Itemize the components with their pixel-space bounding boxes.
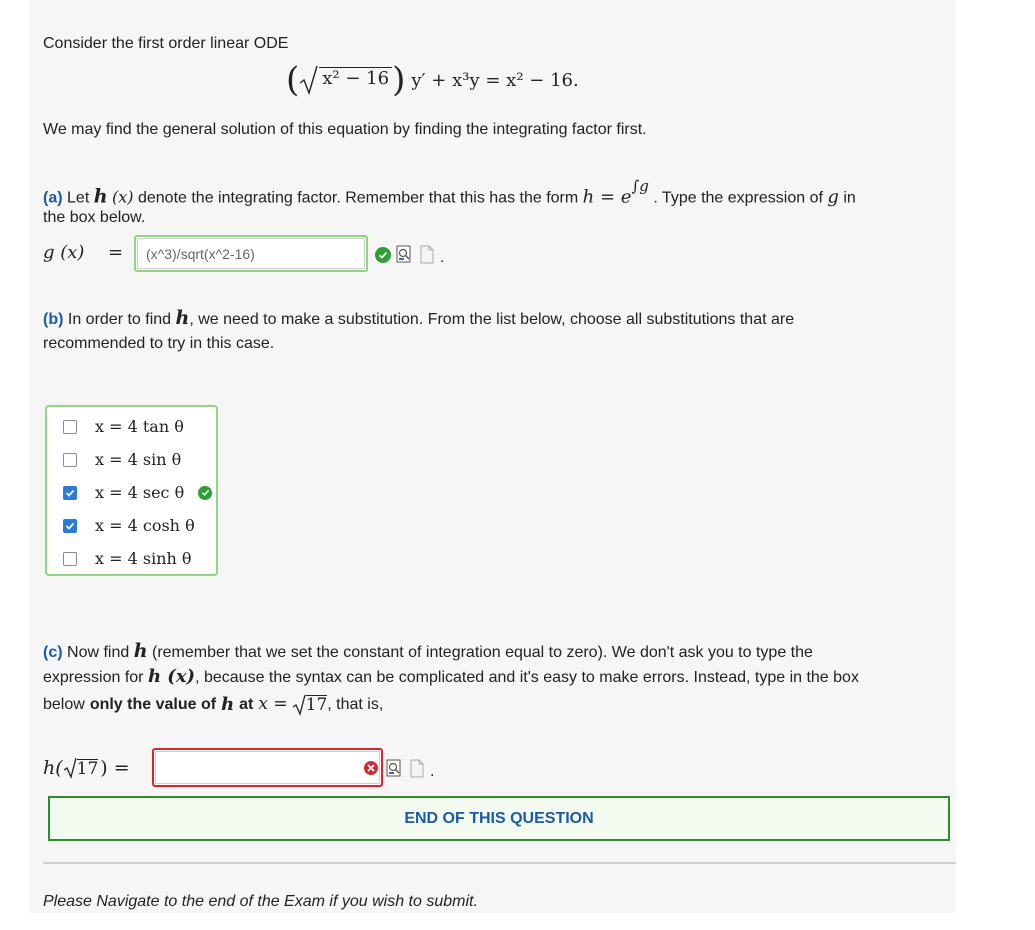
checkbox-sin[interactable]: [63, 453, 77, 467]
part-c-bold-h: h: [221, 694, 235, 715]
part-c-bold-x: x =: [258, 694, 288, 714]
equation-rest: y′ + x³y = x² − 16.: [411, 69, 579, 91]
sqrt-symbol-c: [292, 694, 306, 716]
part-b-h: h: [175, 307, 190, 329]
intro-line-1: Consider the first order linear ODE: [43, 35, 289, 52]
part-a-text2: denote the integrating factor. Remember that this has the form: [137, 189, 579, 207]
choice-cosh[interactable]: [63, 516, 195, 535]
part-a-eq: =: [108, 242, 124, 263]
part-c-bold1: only the value of: [89, 696, 217, 713]
preview-icon[interactable]: [396, 245, 412, 269]
help-icon[interactable]: [419, 245, 435, 269]
g-input-wrapper: [134, 235, 368, 272]
part-a-text3: . Type the expression of: [653, 189, 823, 207]
part-a-text5: the box below.: [43, 209, 146, 226]
part-c-text2: (remember that we set the constant of integration equal to zero). We don't ask you to type the: [152, 644, 813, 661]
choice-label-tan: x = 4 tan θ: [95, 417, 184, 436]
part-a-h: h: [93, 185, 108, 208]
part-c-text4: , because the syntax can be complicated and it's easy to make errors. Instead, type in the box: [195, 669, 859, 686]
part-c-trail: .: [430, 763, 435, 780]
part-c-line-1: [43, 639, 813, 665]
help-icon-c[interactable]: [409, 759, 425, 783]
ode-equation: [286, 60, 579, 100]
substitution-choices: [45, 405, 218, 576]
part-c-line-3: [43, 692, 383, 717]
h-label-close: ) =: [100, 757, 130, 779]
preview-icon-c[interactable]: [386, 759, 402, 783]
checkbox-cosh[interactable]: [63, 519, 77, 533]
paren-close: ): [392, 60, 406, 100]
part-c-label: [43, 755, 130, 781]
part-b-text2: , we need to make a substitution. From the list below, choose all substitutions that are: [189, 311, 795, 328]
h-label-sqrt: 17: [76, 758, 99, 779]
part-b-text1: In order to find: [67, 311, 172, 328]
part-a-hx: (x): [112, 187, 134, 207]
choice-sin[interactable]: [63, 450, 181, 469]
incorrect-icon: [364, 761, 378, 775]
checkbox-sinh[interactable]: [63, 552, 77, 566]
part-c-h: h: [133, 640, 148, 662]
part-b-tag: (b): [43, 311, 64, 328]
g-input[interactable]: [137, 238, 365, 269]
h-label: h(: [43, 757, 63, 779]
footer-note: Please Navigate to the end of the Exam if you wish to submit.: [43, 893, 478, 910]
part-c-bold2: at: [239, 696, 254, 713]
choice-label-sec: x = 4 sec θ: [95, 483, 185, 502]
choice-correct-icon: [198, 486, 212, 500]
part-a-text1: Let: [67, 189, 90, 207]
sqrt-symbol: [299, 65, 319, 95]
part-a-trail: .: [440, 249, 445, 266]
part-a-text4: in: [843, 189, 856, 207]
divider: [43, 862, 956, 864]
sqrt-inner: x² − 16: [319, 67, 392, 89]
sqrt-symbol-label: [63, 757, 77, 779]
paren-open: (: [286, 60, 300, 100]
part-c-text5: below: [43, 696, 85, 713]
part-b-text3: recommended to try in this case.: [43, 335, 275, 352]
intro-line-2: We may find the general solution of this equation by finding the integrating factor first.: [43, 121, 647, 138]
h-input[interactable]: [155, 751, 380, 784]
part-a-label: g (x): [43, 242, 85, 263]
part-c-sqrt17: 17: [305, 695, 328, 715]
part-a-text: [43, 179, 856, 210]
part-c-text6: , that is,: [327, 696, 384, 713]
correct-icon: [375, 247, 391, 263]
checkbox-tan[interactable]: [63, 420, 77, 434]
part-b-text: [43, 306, 794, 332]
choice-label-sinh: x = 4 sinh θ: [95, 549, 192, 568]
part-c-tag: (c): [43, 644, 63, 661]
part-c-line-2: [43, 664, 859, 690]
choice-sec[interactable]: [63, 483, 212, 502]
choice-label-sin: x = 4 sin θ: [95, 450, 182, 469]
part-a-form-int: ∫g: [631, 177, 649, 195]
part-a-g: g: [827, 186, 839, 208]
choice-sinh[interactable]: [63, 549, 192, 568]
end-of-question-banner: END OF THIS QUESTION: [48, 796, 950, 841]
part-a-tag: (a): [43, 189, 63, 207]
choice-tan[interactable]: [63, 417, 184, 436]
part-a-form-h: h = e: [582, 186, 632, 208]
choice-label-cosh: x = 4 cosh θ: [95, 516, 195, 535]
h-input-wrapper: [152, 748, 383, 787]
part-c-text1: Now find: [67, 644, 130, 661]
part-c-text3: expression for: [43, 669, 144, 686]
checkbox-sec[interactable]: [63, 486, 77, 500]
part-c-hx: h (x): [147, 666, 196, 687]
